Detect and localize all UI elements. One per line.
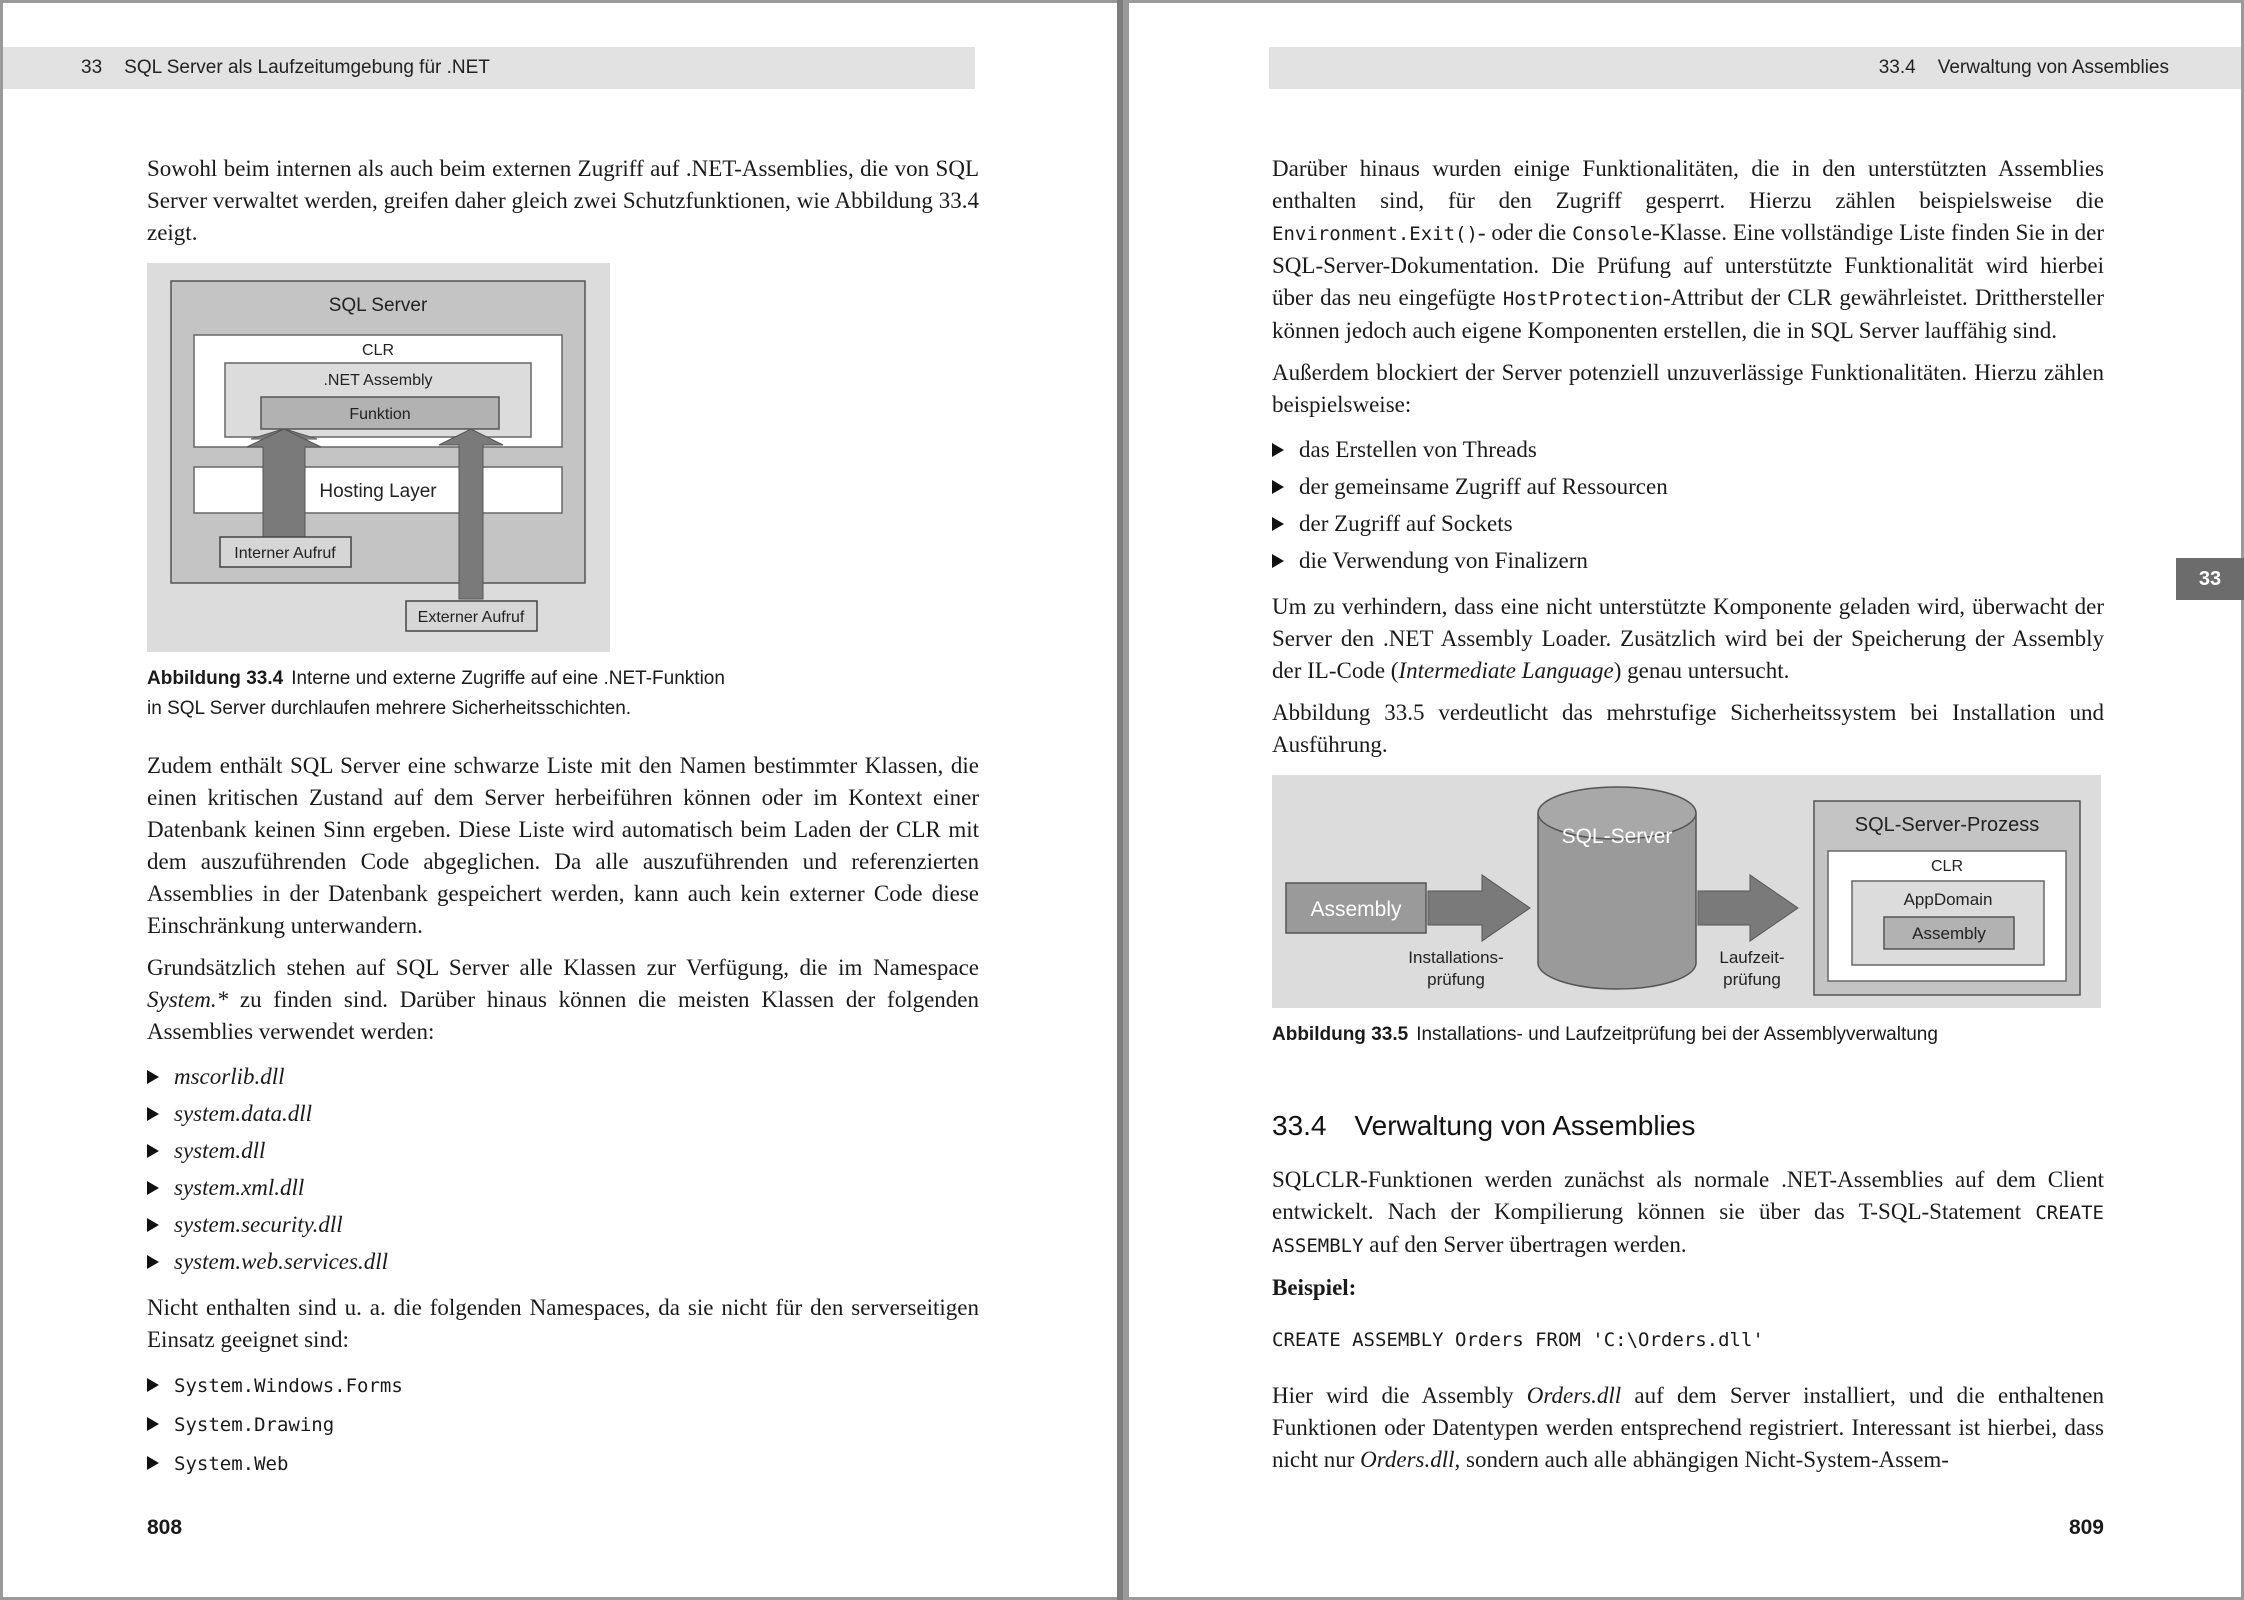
sql-server-label: SQL Server — [328, 295, 428, 316]
interner-aufruf-label: Interner Aufruf — [234, 545, 336, 562]
paragraph: Darüber hinaus wurden einige Funktionalitäten, die in den unterstützten Assemblies enthalten sind, für den Zugriff gesperrt. Hierzu zählen beispielsweise die Environment.Exit()- oder die Console-Klasse. Eine vollständige Liste finden Sie in der SQL-Server-Dokumentation. Die Prüfung auf unterstützte Funktionalität wird hierbei über das neu eingefügte HostProtection-Attribut der CLR gewährleistet. Dritthersteller können jedoch auch eigene Komponenten erstellen, die in SQL Server lauffähig sind. — [1272, 156, 2104, 343]
paragraph: Hier wird die Assembly Orders.dll auf dem Server installiert, und die enthaltenen Funktionen oder Datentypen werden entsprechend registriert. Interessant ist hierbei, dass nicht nur Orders.dll, sondern auch alle abhängigen Nicht-System-Assem- — [1272, 1383, 2105, 1472]
install-check-label-1: Installations- — [1408, 948, 1504, 967]
running-head-left — [3, 47, 975, 89]
sql-server-cylinder — [1538, 787, 1696, 989]
blocked-functionality-list — [1272, 431, 2104, 579]
figure-33-5-diagram — [1272, 775, 2101, 1008]
install-check-label-2: prüfung — [1427, 970, 1485, 989]
caption-text: Installations- und Laufzeitprüfung bei der Assemblyverwaltung — [1416, 1024, 1938, 1045]
net-assembly-label: .NET Assembly — [323, 372, 433, 389]
paragraph: Grundsätzlich stehen auf SQL Server alle Klassen zur Verfügung, die im Namespace System.* zu finden sind. Darüber hinaus können die meisten Klassen der folgenden Assemblies verwendet werden: — [147, 955, 979, 1044]
paragraph: Sowohl beim internen als auch beim externen Zugriff auf .NET-Assemblies, die von SQL Server verwaltet werden, greifen daher gleich zwei Schutzfunktionen, wie Abbildung 33.4 zeigt. — [147, 156, 979, 245]
figure-caption — [147, 664, 979, 724]
example-label: Beispiel: — [1272, 1275, 1357, 1300]
clr-label: CLR — [1930, 858, 1964, 875]
figure-33-4 — [147, 263, 610, 652]
list-item: der gemeinsame Zugriff auf Ressourcen — [1272, 468, 2104, 505]
list-item: system.data.dll — [147, 1095, 979, 1132]
list-item: die Verwendung von Finalizern — [1272, 542, 2104, 579]
right-content — [1272, 153, 2104, 1486]
appdomain-label: AppDomain — [1903, 890, 1993, 909]
left-content — [147, 153, 979, 1495]
paragraph: Außerdem blockiert der Server potenziell unzuverlässige Funktionalitäten. Hierzu zählen beispielsweise: — [1272, 360, 2104, 417]
runtime-check-label-2: prüfung — [1723, 970, 1781, 989]
paragraph: SQLCLR-Funktionen werden zunächst als normale .NET-Assemblies auf dem Client entwickelt. Nach der Kompilierung können sie über das T-SQL-Statement CREATE ASSEMBLY auf den Server übertragen werden. — [1272, 1167, 2104, 1257]
right-page — [1123, 0, 2244, 1600]
running-head-right — [1269, 47, 2241, 89]
paragraph: Nicht enthalten sind u. a. die folgenden Namespaces, da sie nicht für den serverseitigen Einsatz geeignet sind: — [147, 1295, 979, 1352]
runtime-check-label-1: Laufzeit- — [1719, 948, 1785, 967]
list-item: mscorlib.dll — [147, 1058, 979, 1095]
process-label: SQL-Server-Prozess — [1854, 814, 2040, 836]
figure-33-4-diagram — [147, 263, 610, 652]
code-sample: CREATE ASSEMBLY Orders FROM 'C:\Orders.dll' — [1272, 1329, 1764, 1351]
assembly-label: Assembly — [1310, 898, 1402, 921]
figure-33-5 — [1272, 775, 2101, 1008]
caption-label: Abbildung 33.4 — [147, 668, 284, 689]
namespace-list — [147, 1366, 979, 1483]
paragraph: Zudem enthält SQL Server eine schwarze Liste mit den Namen bestimmter Klassen, die einen kritischen Zustand auf dem Server herbeiführen können oder im Kontext einer Datenbank keinen Sinn ergeben. Diese Liste wird automatisch beim Laden der CLR mit dem auszuführenden Code abgeglichen. Da alle auszuführenden und referenzierten Assemblies in der Datenbank gespeichert werden, kann auch kein externer Code diese Einschränkung unterwandern. — [147, 753, 979, 938]
externer-aufruf-label: Externer Aufruf — [417, 609, 525, 626]
chapter-number: 33 — [81, 57, 103, 78]
chapter-thumb-tab: 33 — [2176, 558, 2244, 600]
page-number-right: 809 — [2068, 1516, 2104, 1539]
list-item: der Zugriff auf Sockets — [1272, 505, 2104, 542]
list-item: System.Drawing — [147, 1405, 979, 1444]
page-number-left: 808 — [147, 1516, 183, 1539]
list-item: system.dll — [147, 1132, 979, 1169]
chapter-title: SQL Server als Laufzeitumgebung für .NET — [124, 57, 490, 78]
list-item: system.security.dll — [147, 1206, 979, 1243]
hosting-layer-label: Hosting Layer — [319, 481, 437, 502]
paragraph: Abbildung 33.5 verdeutlicht das mehrstufige Sicherheitssystem bei Installation und Ausführung. — [1272, 700, 2104, 757]
sql-server-label: SQL-Server — [1561, 825, 1673, 848]
caption-line-1: Interne und externe Zugriffe auf eine .NET-Funktion — [291, 668, 725, 689]
caption-line-2: in SQL Server durchlaufen mehrere Sicherheitsschichten. — [147, 698, 632, 719]
funktion-label: Funktion — [349, 406, 411, 423]
left-page — [0, 0, 1120, 1600]
list-item: system.web.services.dll — [147, 1243, 979, 1280]
list-item: System.Web — [147, 1444, 979, 1483]
section-title: Verwaltung von Assemblies — [1937, 57, 2169, 78]
list-item: System.Windows.Forms — [147, 1366, 979, 1405]
figure-caption — [1272, 1020, 2104, 1050]
list-item: das Erstellen von Threads — [1272, 431, 2104, 468]
inner-assembly-label: Assembly — [1912, 924, 1986, 943]
section-number: 33.4 — [1878, 57, 1916, 78]
list-item: system.xml.dll — [147, 1169, 979, 1206]
paragraph: Um zu verhindern, dass eine nicht unterstützte Komponente geladen wird, überwacht der Server den .NET Assembly Loader. Zusätzlich wird bei der Speicherung der Assembly der IL-Code (Intermediate Language) genau untersucht. — [1272, 594, 2104, 683]
clr-label: CLR — [361, 342, 395, 359]
assembly-list — [147, 1058, 979, 1280]
caption-label: Abbildung 33.5 — [1272, 1024, 1409, 1045]
section-heading: 33.4 Verwaltung von Assemblies — [1272, 1110, 1696, 1141]
